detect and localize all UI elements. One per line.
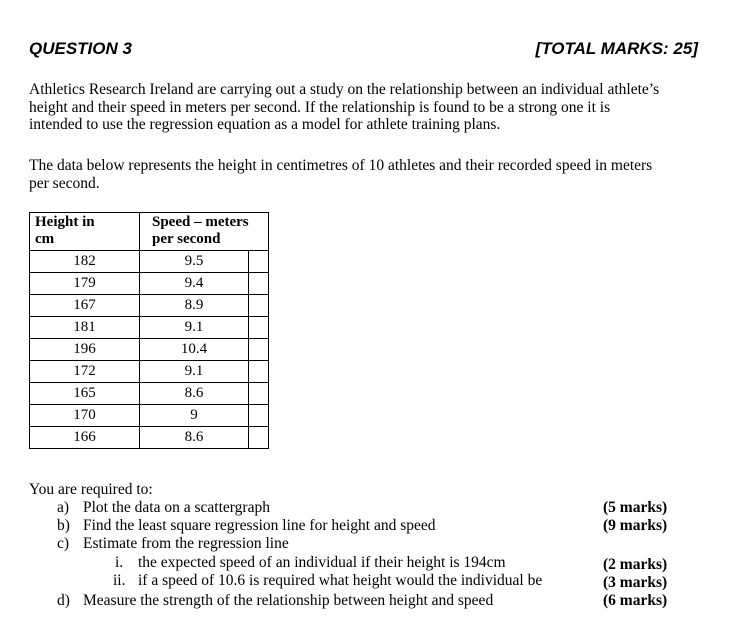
intro-line: height and their speed in meters per second. If the relationship is found to be a strong one it is (29, 98, 611, 116)
task-b-label: b) (57, 517, 70, 534)
height-cell: 181 (30, 317, 140, 339)
height-cell: 179 (30, 273, 140, 295)
data-description-line: per second. (29, 174, 100, 192)
tasks-intro: You are required to: (29, 481, 153, 498)
table-row (30, 295, 269, 317)
speed-cell: 10.4 (140, 339, 249, 361)
task-d-label: d) (57, 592, 70, 609)
task-c-ii-label: ii. (113, 572, 126, 589)
intro-paragraph (29, 81, 659, 134)
empty-cell (249, 427, 269, 449)
table-row (30, 317, 269, 339)
height-cell: 182 (30, 251, 140, 273)
question-title: QUESTION 3 (29, 39, 132, 58)
speed-cell: 8.6 (140, 383, 249, 405)
task-a-marks: (5 marks) (603, 499, 668, 516)
empty-cell (249, 273, 269, 295)
task-d-marks: (6 marks) (603, 592, 668, 609)
speed-cell: 9 (140, 405, 249, 427)
empty-cell (249, 339, 269, 361)
empty-cell (249, 251, 269, 273)
task-d-text: Measure the strength of the relationship between height and speed (83, 592, 494, 609)
data-description (29, 157, 652, 192)
height-column-header (30, 213, 140, 251)
header-text: cm (35, 231, 55, 247)
height-cell: 196 (30, 339, 140, 361)
height-cell: 167 (30, 295, 140, 317)
speed-cell: 8.9 (140, 295, 249, 317)
empty-cell (249, 405, 269, 427)
task-c-label: c) (57, 535, 70, 552)
task-b-marks: (9 marks) (603, 517, 668, 534)
speed-cell: 9.1 (140, 317, 249, 339)
table-row (30, 361, 269, 383)
task-c-ii-marks: (3 marks) (603, 574, 668, 591)
task-c-text: Estimate from the regression line (83, 535, 289, 552)
height-speed-table (29, 212, 269, 449)
data-description-line: The data below represents the height in centimetres of 10 athletes and their recorded speed in meters (29, 157, 653, 174)
intro-line: intended to use the regression equation as a model for athlete training plans. (29, 116, 501, 133)
height-cell: 172 (30, 361, 140, 383)
total-marks: [TOTAL MARKS: 25] (535, 39, 698, 58)
task-c-i-text: the expected speed of an individual if their height is 194cm (138, 554, 506, 571)
table-row (30, 405, 269, 427)
speed-column-header (140, 213, 269, 251)
empty-cell (249, 383, 269, 405)
speed-cell: 9.1 (140, 361, 249, 383)
header-text: Height in (35, 214, 95, 230)
table-row (30, 251, 269, 273)
empty-cell (249, 361, 269, 383)
speed-cell: 9.5 (140, 251, 249, 273)
empty-cell (249, 295, 269, 317)
task-b-text: Find the least square regression line for height and speed (83, 517, 436, 534)
table-header-row (30, 213, 269, 251)
table-row (30, 383, 269, 405)
task-a-label: a) (57, 499, 70, 516)
intro-line: Athletics Research Ireland are carrying out a study on the relationship between an individual athlete’s (29, 81, 660, 98)
speed-cell: 8.6 (140, 427, 249, 449)
table-row (30, 273, 269, 295)
height-cell: 170 (30, 405, 140, 427)
speed-cell: 9.4 (140, 273, 249, 295)
table-row (30, 427, 269, 449)
header-text: per second (152, 231, 221, 247)
header-text: Speed – meters (152, 214, 249, 230)
height-cell: 165 (30, 383, 140, 405)
empty-cell (249, 317, 269, 339)
table-row (30, 339, 269, 361)
height-cell: 166 (30, 427, 140, 449)
task-a-text: Plot the data on a scattergraph (83, 499, 270, 516)
task-c-i-marks: (2 marks) (603, 556, 668, 573)
task-c-i-label: i. (115, 554, 124, 571)
task-c-ii-text: if a speed of 10.6 is required what height would the individual be (138, 572, 543, 589)
